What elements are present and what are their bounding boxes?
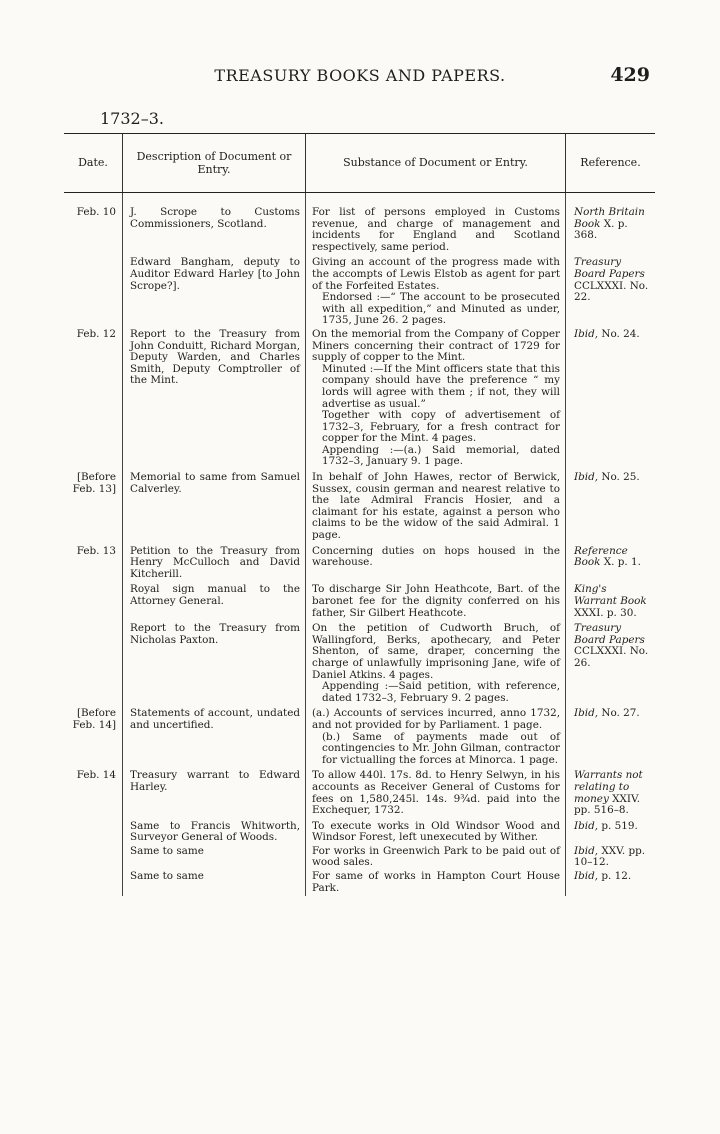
substance-paragraph: Minuted :—If the Mint officers state that this company should have the preference “ my lords will agree with them ; if not, they will advertise as usual.”	[322, 362, 560, 410]
substance-paragraph: To discharge Sir John Heathcote, Bart. of the baronet fee for the dignity conferred on his father, Sir Gilbert Heathcote.	[312, 583, 560, 619]
table-body	[64, 193, 655, 896]
entry-substance	[305, 584, 565, 623]
page-number: 429	[610, 64, 650, 86]
entry-description	[122, 846, 305, 871]
substance-paragraph: On the memorial from the Company of Copper Miners concerning their contract of 1729 for supply of copper to the Mint.	[312, 327, 560, 364]
reference-source: Treasury Board Papers	[574, 622, 645, 646]
entry-reference	[565, 472, 655, 546]
substance-paragraph: For works in Greenwich Park to be paid out of wood sales.	[312, 844, 560, 869]
entry-substance	[305, 708, 565, 770]
entry-date	[64, 329, 122, 472]
reference-locator: No. 25.	[601, 471, 640, 484]
entry-substance	[305, 846, 565, 871]
entry-date	[64, 472, 122, 546]
entry-date-text: [Before Feb. 14]	[72, 707, 116, 731]
entry-description	[122, 584, 305, 623]
entry-date	[64, 708, 122, 770]
reference-source: Reference Book	[574, 544, 628, 569]
entry-description	[122, 821, 305, 846]
substance-paragraph: Appending :—(a.) Said memorial, dated 1732–3, January 9. 1 page.	[322, 443, 560, 468]
entry-description	[122, 546, 305, 585]
entry-substance	[305, 871, 565, 896]
reference-source: Warrants not relating to money	[574, 769, 643, 805]
table-header	[64, 134, 655, 193]
reference-locator: p. 519.	[601, 819, 638, 832]
reference-source: North Britain Book	[574, 206, 645, 230]
substance-paragraph: For same of works in Hampton Court House Park.	[312, 870, 560, 894]
reference-source: Ibid,	[574, 844, 599, 857]
entry-reference	[565, 329, 655, 472]
col-header-reference: Reference.	[565, 134, 655, 192]
entry-substance	[305, 207, 565, 257]
reference-locator: p. 12.	[601, 870, 632, 883]
entry-description	[122, 257, 305, 329]
reference-source: Treasury Board Papers	[574, 256, 645, 280]
entry-reference	[565, 546, 655, 585]
entry-reference	[565, 708, 655, 770]
entry-date	[64, 257, 122, 329]
entry-date	[64, 584, 122, 623]
reference-locator: XXIV. pp. 516–8.	[574, 792, 641, 817]
entry-substance	[305, 623, 565, 708]
entry-description-text: Same to same	[130, 844, 204, 857]
reference-source: Ibid,	[574, 819, 599, 832]
reference-source: Ibid,	[574, 707, 599, 720]
entry-description	[122, 871, 305, 896]
entry-substance	[305, 257, 565, 329]
entry-date	[64, 623, 122, 708]
substance-paragraph: Endorsed :—“ The account to be prosecuted with all expedition,” and Minuted as under, 1735, June 26. 2 pages.	[322, 291, 560, 327]
substance-paragraph: In behalf of John Hawes, rector of Berwick, Sussex, cousin german and nearest relative to the late Admiral Francis Hosier, and a claimant for his estate, against a person who claims to be the widow of the said Admiral. 1 page.	[312, 471, 560, 542]
entry-date-text: Feb. 14	[76, 769, 116, 782]
col-header-date: Date.	[78, 156, 108, 170]
entry-date-text: Feb. 13	[76, 544, 116, 557]
entry-date	[64, 846, 122, 871]
substance-paragraph: Together with copy of advertisement of 1732–3, February, for a fresh contract for copper for the Mint. 4 pages.	[322, 409, 560, 445]
entry-date-text: Feb. 10	[76, 206, 116, 218]
entry-date-text: Feb. 12	[76, 327, 116, 340]
entry-description	[122, 708, 305, 770]
substance-paragraph: For list of persons employed in Customs revenue, and charge of management and incidents for England and Scotland respectively, same period.	[312, 206, 560, 253]
entry-description-text: Same to same	[130, 870, 204, 883]
reference-locator: No. 24.	[601, 327, 640, 340]
reference-source: Ibid,	[574, 471, 599, 484]
entry-description-text: Treasury warrant to Edward Harley.	[130, 769, 300, 793]
reference-locator: CCLXXXI. No. 26.	[574, 645, 649, 669]
entry-substance	[305, 546, 565, 585]
entry-reference	[565, 207, 655, 257]
reference-locator: XXXI. p. 30.	[574, 606, 637, 619]
entry-description	[122, 207, 305, 257]
entry-description-text: Report to the Treasury from Nicholas Paxton.	[130, 622, 300, 646]
substance-paragraph: To execute works in Old Windsor Wood and Windsor Forest, left unexecuted by Wither.	[312, 819, 560, 844]
substance-paragraph: (b.) Same of payments made out of contingencies to Mr. John Gilman, contractor for victualling the forces at Minorca. 1 page.	[322, 730, 560, 766]
substance-paragraph: Giving an account of the progress made with the accompts of Lewis Elstob as agent for part of the Forfeited Estates.	[312, 256, 560, 292]
entry-date	[64, 546, 122, 585]
reference-source: Ibid,	[574, 870, 599, 883]
entry-description-text: J. Scrope to Customs Commissioners, Scotland.	[130, 206, 300, 230]
entry-description	[122, 770, 305, 820]
entry-date	[64, 207, 122, 257]
reference-locator: X. p. 368.	[574, 217, 628, 242]
entry-reference	[565, 846, 655, 871]
entry-date	[64, 871, 122, 896]
entry-substance	[305, 329, 565, 472]
year-heading: 1732–3.	[100, 109, 164, 128]
entry-description	[122, 472, 305, 546]
substance-paragraph: On the petition of Cudworth Bruch, of Wallingford, Berks, apothecary, and Peter Shenton, of same, draper, concerning the charge of unlawfully imprisoning Jane, wife of Daniel Atkins. 4 pages.	[312, 622, 560, 681]
entry-reference	[565, 770, 655, 820]
entry-reference	[565, 257, 655, 329]
substance-paragraph: Concerning duties on hops housed in the warehouse.	[312, 544, 560, 569]
entry-reference	[565, 821, 655, 846]
entry-reference	[565, 623, 655, 708]
entry-description	[122, 623, 305, 708]
entry-substance	[305, 770, 565, 820]
entry-reference	[565, 871, 655, 896]
entry-description-text: Same to Francis Whitworth, Surveyor General of Woods.	[130, 819, 300, 844]
substance-paragraph: Appending :—Said petition, with reference, dated 1732–3, February 9. 2 pages.	[322, 680, 560, 704]
reference-source: King's Warrant Book	[574, 583, 647, 607]
entry-description-text: Royal sign manual to the Attorney General.	[130, 583, 300, 607]
entry-description-text: Edward Bangham, deputy to Auditor Edward Harley [to John Scrope?].	[130, 256, 300, 292]
entry-description-text: Statements of account, undated and uncertified.	[130, 707, 300, 731]
entry-description	[122, 329, 305, 472]
col-header-substance: Substance of Document or Entry.	[305, 134, 565, 192]
reference-locator: No. 27.	[601, 707, 640, 720]
entry-substance	[305, 821, 565, 846]
reference-locator: XXV. pp. 10–12.	[574, 844, 646, 869]
entry-substance	[305, 472, 565, 546]
substance-paragraph: To allow 440l. 17s. 8d. to Henry Selwyn, in his accounts as Receiver General of Customs for fees on 1,580,245l. 14s. 9¾d. paid into the Exchequer, 1732.	[312, 769, 560, 817]
entry-description-text: Petition to the Treasury from Henry McCulloch and David Kitcherill.	[130, 544, 300, 580]
entry-date	[64, 770, 122, 820]
reference-locator: CCLXXXI. No. 22.	[574, 279, 649, 304]
entry-description-text: Report to the Treasury from John Conduitt, Richard Morgan, Deputy Warden, and Charles Smith, Deputy Comptroller of the Mint.	[130, 327, 300, 387]
reference-source: Ibid,	[574, 327, 599, 340]
entry-date-text: [Before Feb. 13]	[72, 471, 116, 495]
records-table	[64, 133, 655, 896]
col-header-description: Description of Document or Entry.	[122, 134, 305, 192]
reference-locator: X. p. 1.	[603, 556, 641, 569]
entry-reference	[565, 584, 655, 623]
entry-description-text: Memorial to same from Samuel Calverley.	[130, 471, 300, 495]
entry-date	[64, 821, 122, 846]
running-head: TREASURY BOOKS AND PAPERS.	[214, 66, 506, 85]
substance-paragraph: (a.) Accounts of services incurred, anno 1732, and not provided for by Parliament. 1 page.	[312, 707, 560, 731]
